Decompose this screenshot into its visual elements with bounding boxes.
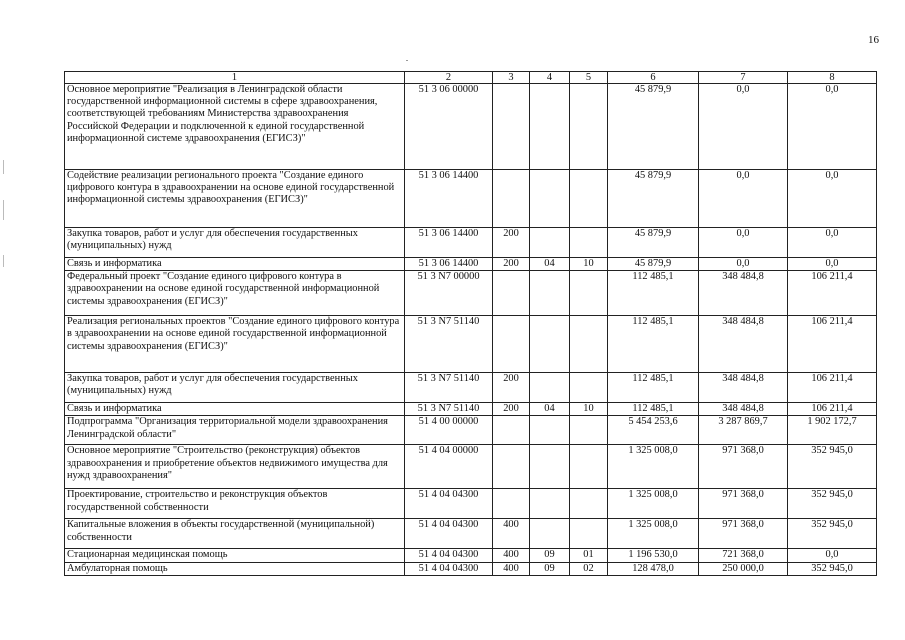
row-col8: 0,0 xyxy=(788,170,877,228)
table-row xyxy=(65,489,877,519)
row-col4 xyxy=(530,489,570,519)
row-col6: 1 325 008,0 xyxy=(608,445,699,489)
row-code: 51 4 04 04300 xyxy=(405,549,493,562)
table-row xyxy=(65,258,877,271)
table-row xyxy=(65,373,877,403)
row-col4 xyxy=(530,271,570,316)
row-col5 xyxy=(570,373,608,403)
row-col7: 348 484,8 xyxy=(699,373,788,403)
row-col3 xyxy=(493,489,530,519)
row-name: Капитальные вложения в объекты государственной (муниципальной) собственности xyxy=(65,519,405,549)
row-col3: 400 xyxy=(493,549,530,562)
row-col7: 0,0 xyxy=(699,228,788,258)
row-name: Подпрограмма "Организация территориальной модели здравоохранения Ленинградской области" xyxy=(65,416,405,445)
row-col6: 1 325 008,0 xyxy=(608,519,699,549)
row-col8: 0,0 xyxy=(788,84,877,170)
table-header-row xyxy=(65,72,877,84)
row-col3 xyxy=(493,84,530,170)
page-number: 16 xyxy=(868,34,879,46)
row-col7: 0,0 xyxy=(699,84,788,170)
row-col8: 106 211,4 xyxy=(788,373,877,403)
row-col7: 971 368,0 xyxy=(699,445,788,489)
row-code: 51 3 N7 51140 xyxy=(405,403,493,416)
row-name: Амбулаторная помощь xyxy=(65,562,405,575)
header-cell: 3 xyxy=(493,72,530,84)
row-col3 xyxy=(493,445,530,489)
row-col8: 352 945,0 xyxy=(788,519,877,549)
header-cell: 8 xyxy=(788,72,877,84)
row-col4 xyxy=(530,373,570,403)
header-cell: 2 xyxy=(405,72,493,84)
row-col7: 0,0 xyxy=(699,258,788,271)
row-col7: 250 000,0 xyxy=(699,562,788,575)
row-code: 51 3 06 14400 xyxy=(405,258,493,271)
table-row xyxy=(65,562,877,575)
row-col6: 45 879,9 xyxy=(608,84,699,170)
row-col6: 1 196 530,0 xyxy=(608,549,699,562)
row-name: Стационарная медицинская помощь xyxy=(65,549,405,562)
row-col5 xyxy=(570,84,608,170)
row-col5: 10 xyxy=(570,258,608,271)
row-col4: 04 xyxy=(530,258,570,271)
row-col6: 45 879,9 xyxy=(608,170,699,228)
row-col7: 348 484,8 xyxy=(699,403,788,416)
row-name: Связь и информатика xyxy=(65,258,405,271)
row-name: Закупка товаров, работ и услуг для обеспечения государственных (муниципальных) нужд xyxy=(65,373,405,403)
row-col5 xyxy=(570,519,608,549)
row-col4 xyxy=(530,519,570,549)
row-col7: 0,0 xyxy=(699,170,788,228)
header-cell: 6 xyxy=(608,72,699,84)
row-col7: 348 484,8 xyxy=(699,271,788,316)
row-col7: 721 368,0 xyxy=(699,549,788,562)
row-col8: 352 945,0 xyxy=(788,562,877,575)
row-name: Основное мероприятие "Реализация в Ленинградской области государственной информационной системы в сфере здравоохранения, соответствующей требованиям Министерства здравоохранения Российской Федерации и подключенной к единой государственной информационной системе здравоохранения (ЕГИСЗ)" xyxy=(65,84,405,170)
row-col8: 0,0 xyxy=(788,258,877,271)
row-code: 51 3 N7 00000 xyxy=(405,271,493,316)
row-col5 xyxy=(570,228,608,258)
row-name: Реализация региональных проектов "Создание единого цифрового контура в здравоохранении на основе единой государственной информационной системы здравоохранения (ЕГИСЗ)" xyxy=(65,316,405,373)
row-code: 51 4 04 00000 xyxy=(405,445,493,489)
row-col7: 971 368,0 xyxy=(699,489,788,519)
scan-dot xyxy=(406,60,408,61)
row-col4: 09 xyxy=(530,562,570,575)
row-col6: 112 485,1 xyxy=(608,373,699,403)
row-col5 xyxy=(570,316,608,373)
row-col8: 352 945,0 xyxy=(788,489,877,519)
row-col6: 5 454 253,6 xyxy=(608,416,699,445)
table-row xyxy=(65,519,877,549)
row-col3: 200 xyxy=(493,373,530,403)
row-col4 xyxy=(530,228,570,258)
margin-mark xyxy=(3,255,4,267)
row-code: 51 3 N7 51140 xyxy=(405,373,493,403)
table-row xyxy=(65,416,877,445)
row-col7: 971 368,0 xyxy=(699,519,788,549)
row-code: 51 4 04 04300 xyxy=(405,489,493,519)
row-col3 xyxy=(493,170,530,228)
row-col5 xyxy=(570,489,608,519)
row-col3 xyxy=(493,271,530,316)
row-col5 xyxy=(570,271,608,316)
row-name: Содействие реализации регионального проекта "Создание единого цифрового контура в здравоохранении на основе единой государственной информационной системы здравоохранения (ЕГИСЗ)" xyxy=(65,170,405,228)
row-col8: 0,0 xyxy=(788,549,877,562)
row-col8: 106 211,4 xyxy=(788,271,877,316)
row-col7: 348 484,8 xyxy=(699,316,788,373)
row-name: Закупка товаров, работ и услуг для обеспечения государственных (муниципальных) нужд xyxy=(65,228,405,258)
table-row xyxy=(65,84,877,170)
row-name: Федеральный проект "Создание единого цифрового контура в здравоохранении на основе единой государственной информационной системы здравоохранения (ЕГИСЗ)" xyxy=(65,271,405,316)
row-col6: 112 485,1 xyxy=(608,316,699,373)
row-code: 51 3 06 00000 xyxy=(405,84,493,170)
row-name: Связь и информатика xyxy=(65,403,405,416)
header-cell: 7 xyxy=(699,72,788,84)
header-cell: 1 xyxy=(65,72,405,84)
row-col6: 112 485,1 xyxy=(608,403,699,416)
row-name: Проектирование, строительство и реконструкция объектов государственной собственности xyxy=(65,489,405,519)
row-col3: 400 xyxy=(493,562,530,575)
row-col6: 112 485,1 xyxy=(608,271,699,316)
margin-mark xyxy=(3,200,4,220)
row-col8: 352 945,0 xyxy=(788,445,877,489)
row-col6: 1 325 008,0 xyxy=(608,489,699,519)
row-col6: 45 879,9 xyxy=(608,228,699,258)
row-code: 51 3 06 14400 xyxy=(405,170,493,228)
row-col4: 04 xyxy=(530,403,570,416)
row-code: 51 3 06 14400 xyxy=(405,228,493,258)
row-code: 51 4 04 04300 xyxy=(405,519,493,549)
table-row xyxy=(65,170,877,228)
row-col3: 200 xyxy=(493,258,530,271)
row-col6: 128 478,0 xyxy=(608,562,699,575)
row-code: 51 4 00 00000 xyxy=(405,416,493,445)
row-col7: 3 287 869,7 xyxy=(699,416,788,445)
row-code: 51 4 04 04300 xyxy=(405,562,493,575)
row-name: Основное мероприятие "Строительство (реконструкция) объектов здравоохранения и приобретение объектов недвижимого имущества для нужд здравоохранения" xyxy=(65,445,405,489)
table-row xyxy=(65,403,877,416)
row-col4 xyxy=(530,445,570,489)
table-row xyxy=(65,445,877,489)
table-row xyxy=(65,271,877,316)
budget-table xyxy=(64,71,877,576)
row-col3: 200 xyxy=(493,228,530,258)
row-col8: 106 211,4 xyxy=(788,403,877,416)
row-col5 xyxy=(570,445,608,489)
row-col8: 0,0 xyxy=(788,228,877,258)
row-col3 xyxy=(493,316,530,373)
table-row xyxy=(65,316,877,373)
margin-mark xyxy=(3,160,4,174)
row-col5 xyxy=(570,416,608,445)
row-col5: 02 xyxy=(570,562,608,575)
row-col5: 01 xyxy=(570,549,608,562)
row-col4 xyxy=(530,416,570,445)
row-col6: 45 879,9 xyxy=(608,258,699,271)
row-col5 xyxy=(570,170,608,228)
row-col3 xyxy=(493,416,530,445)
row-col8: 1 902 172,7 xyxy=(788,416,877,445)
row-col3: 400 xyxy=(493,519,530,549)
row-code: 51 3 N7 51140 xyxy=(405,316,493,373)
row-col8: 106 211,4 xyxy=(788,316,877,373)
table-row xyxy=(65,228,877,258)
row-col4 xyxy=(530,316,570,373)
table-row xyxy=(65,549,877,562)
row-col4: 09 xyxy=(530,549,570,562)
row-col4 xyxy=(530,84,570,170)
row-col3: 200 xyxy=(493,403,530,416)
header-cell: 5 xyxy=(570,72,608,84)
row-col5: 10 xyxy=(570,403,608,416)
header-cell: 4 xyxy=(530,72,570,84)
row-col4 xyxy=(530,170,570,228)
